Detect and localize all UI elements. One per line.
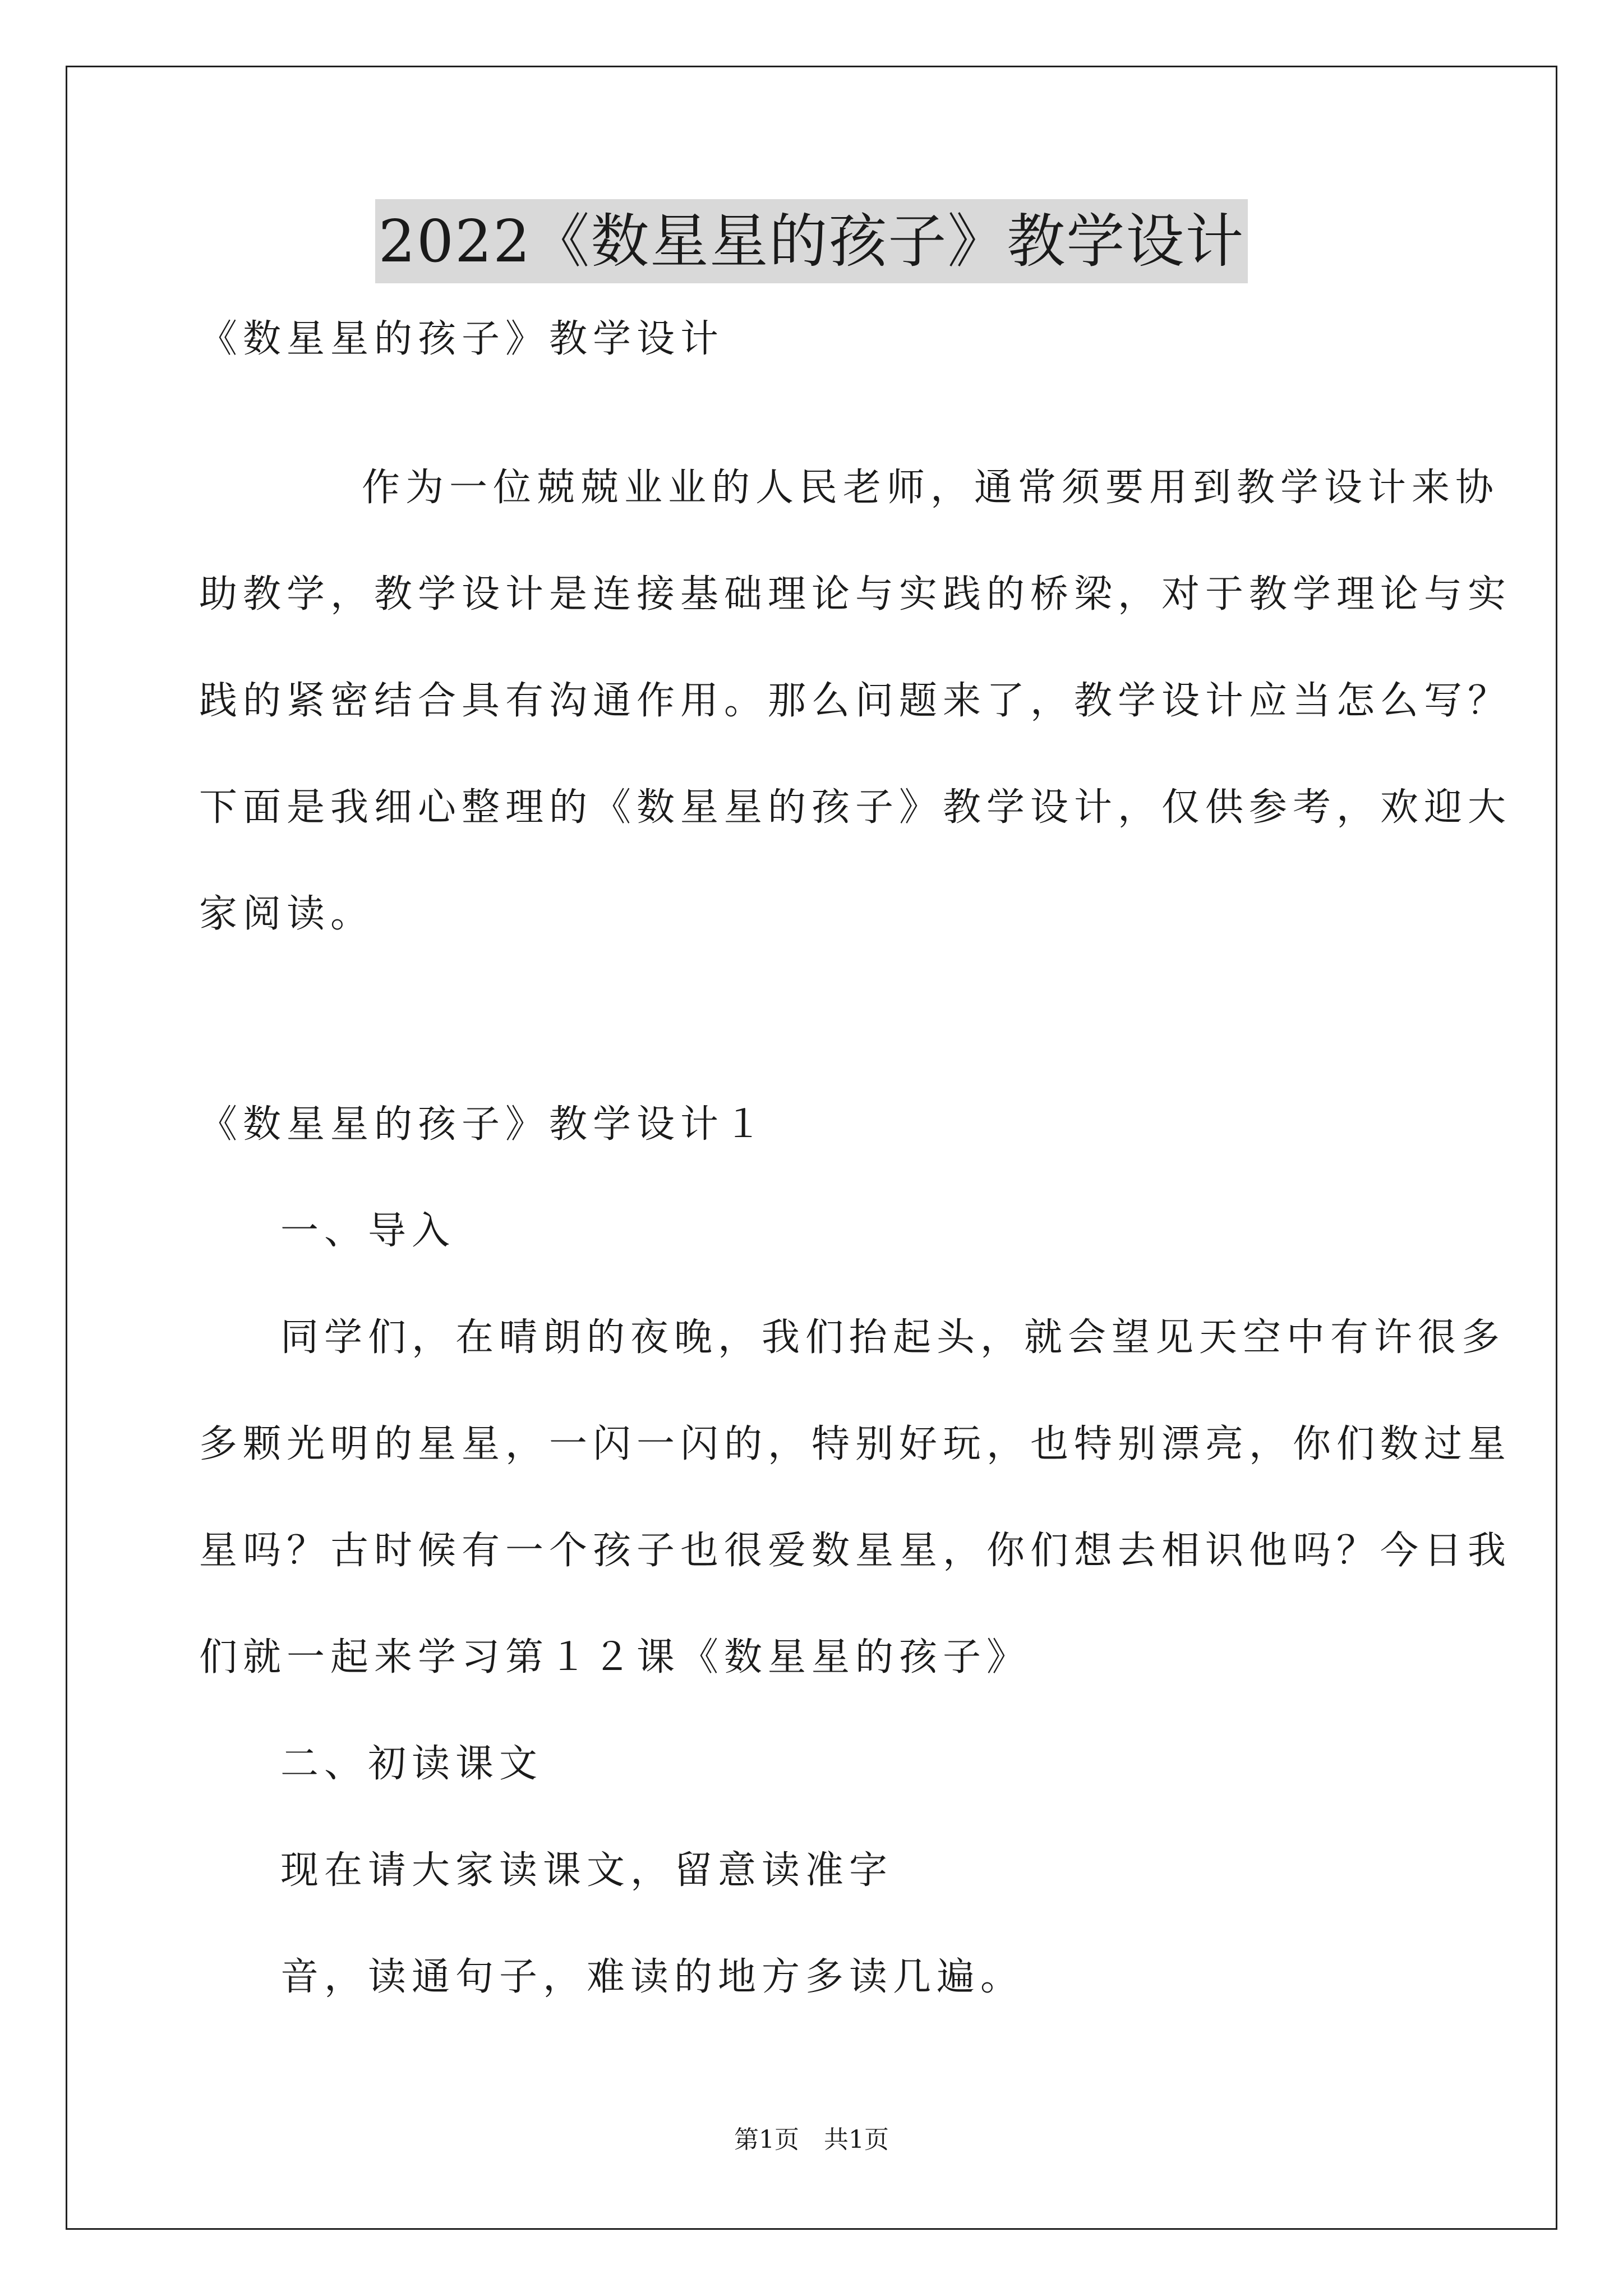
page-footer: 第1页 共1页 xyxy=(734,2125,889,2154)
paragraph-line: 作为一位兢兢业业的人民老师，通常须要用到教学设计来协 xyxy=(362,466,1500,510)
paragraph-line: 星吗？古时候有一个孩子也很爱数星星，你们想去相识他吗？今日我 xyxy=(199,1529,1512,1573)
section-heading: 《数星星的孩子》教学设计１ xyxy=(199,1102,768,1147)
subtitle-line: 《数星星的孩子》教学设计 xyxy=(199,317,725,361)
paragraph-line: 同学们，在晴朗的夜晚，我们抬起头，就会望见天空中有许很多 xyxy=(280,1315,1506,1360)
section-subheading: 一、导入 xyxy=(280,1209,456,1253)
paragraph-line: 多颗光明的星星，一闪一闪的，特别好玩，也特别漂亮，你们数过星 xyxy=(199,1422,1512,1466)
paragraph-line: 践的紧密结合具有沟通作用。那么问题来了，教学设计应当怎么写？ xyxy=(199,679,1512,723)
paragraph-line: 家阅读。 xyxy=(199,892,375,936)
paragraph-line: 助教学，教学设计是连接基础理论与实践的桥梁，对于教学理论与实 xyxy=(199,572,1512,616)
paragraph-line: 下面是我细心整理的《数星星的孩子》教学设计，仅供参考，欢迎大 xyxy=(199,785,1512,830)
paragraph-line: 音，读通句子，难读的地方多读几遍。 xyxy=(280,1955,1025,1999)
title-block xyxy=(0,199,1623,283)
paragraph-line: 们就一起来学习第１２课《数星星的孩子》 xyxy=(199,1635,1031,1680)
document-title: 2022《数星星的孩子》教学设计 xyxy=(375,199,1248,283)
section-subheading: 二、初读课文 xyxy=(280,1742,543,1786)
paragraph-line: 现在请大家读课文，留意读准字 xyxy=(280,1848,893,1893)
